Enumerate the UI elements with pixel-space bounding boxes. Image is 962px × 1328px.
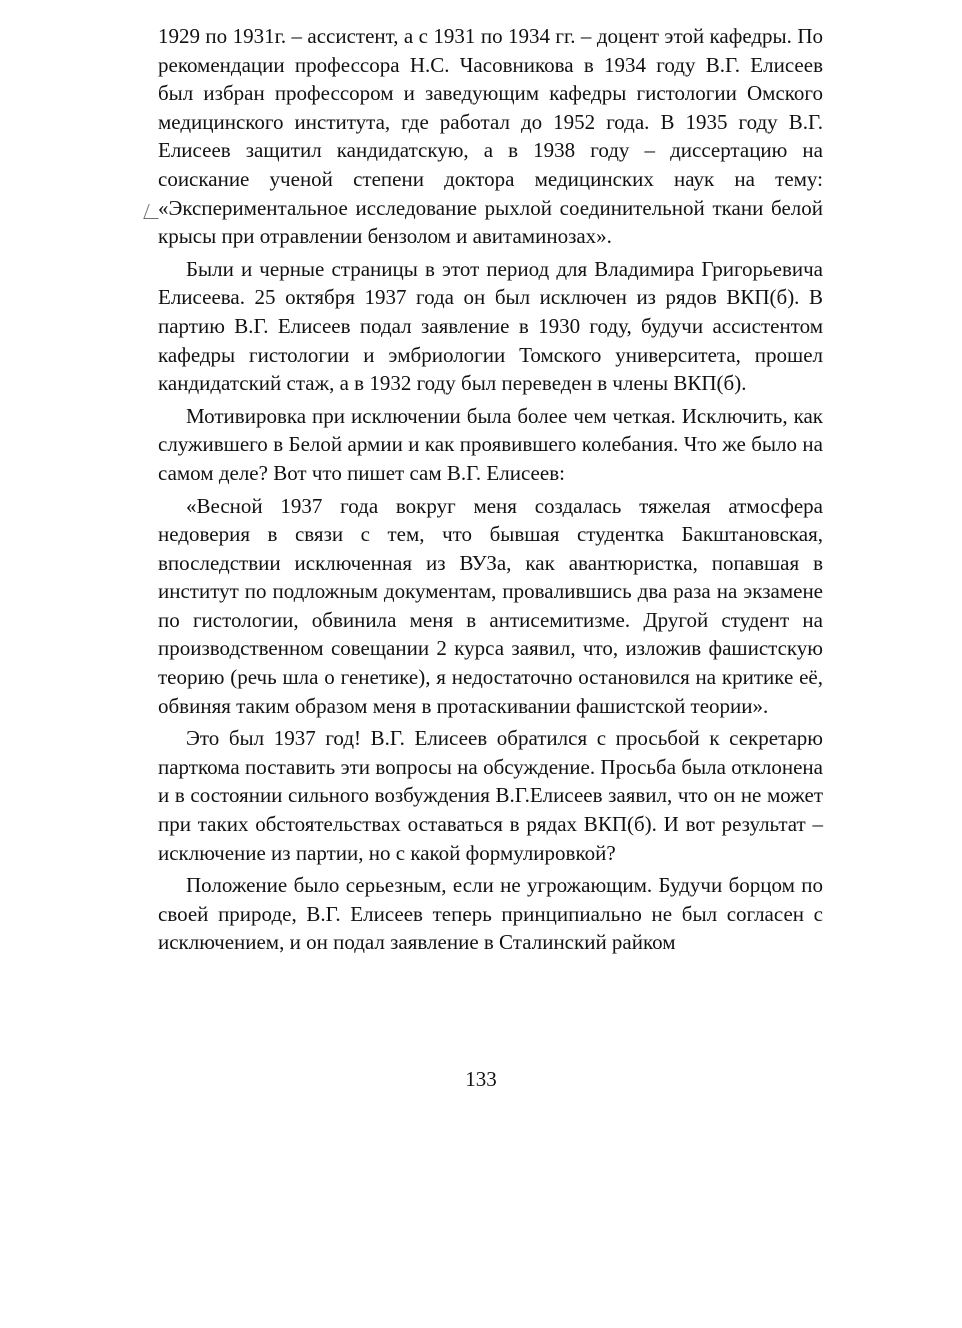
paragraph-1: 1929 по 1931г. – ассистент, а с 1931 по 1934 гг. – доцент этой кафедры. По рекомендации профессора Н.С. Часовникова в 1934 году В.Г. Елисеев был избран профессором и заведующим кафедры гистологии Омского медицинского института, где работал до 1952 года. В 1935 году В.Г. Елисеев защитил кандидатскую, а в 1938 году – диссертацию на соискание ученой степени доктора медицинских наук на тему: «Экспериментальное исследование рыхлой соединительной ткани белой крысы при отравлении бензолом и авитаминозах».	[158, 24, 823, 249]
paragraph-5: Это был 1937 год! В.Г. Елисеев обратился с просьбой к секретарю парткома поставить эти вопросы на обсуждение. Просьба была отклонена и в состоянии сильного возбуждения В.Г.Елисеев заявил, что он не может при таких обстоятельствах оставаться в рядах ВКП(б). И вот результат – исключение из партии, но с какой формулировкой?	[158, 726, 823, 865]
paragraph-4-quote: «Весной 1937 года вокруг меня создалась тяжелая атмосфера недоверия в связи с тем, что бывшая студентка Бакштановская, впоследствии исключенная из ВУЗа, как авантюристка, попавшая в институт по подложным документам, провалившись два раза на экзамене по гистологии, обвинила меня в антисемитизме. Другой студент на производственном совещании 2 курса заявил, что, изложив фашистскую теорию (речь шла о генетике), я недостаточно остановился на критике её, обвиняя таким образом меня в протаскивании фашистской теории».	[158, 493, 823, 718]
paragraph-6: Положение было серьезным, если не угрожающим. Будучи борцом по своей природе, В.Г. Елисеев теперь принципиально не был согласен с исключением, и он подал заявление в Сталинский райком	[158, 873, 823, 955]
body-text	[158, 22, 823, 961]
page-number: 133	[465, 1067, 497, 1091]
paragraph-3: Мотивировка при исключении была более чем четкая. Исключить, как служившего в Белой армии и как проявившего колебания. Что же было на самом деле? Вот что пишет сам В.Г. Елисеев:	[158, 403, 823, 485]
paragraph-2: Были и черные страницы в этот период для Владимира Григорьевича Елисеева. 25 октября 1937 года он был исключен из рядов ВКП(б). В партию В.Г. Елисеев подал заявление в 1930 году, будучи ассистентом кафедры гистологии и эмбриологии Томского университета, прошел кандидатский стаж, а в 1932 году был переведен в члены ВКП(б).	[158, 256, 823, 396]
